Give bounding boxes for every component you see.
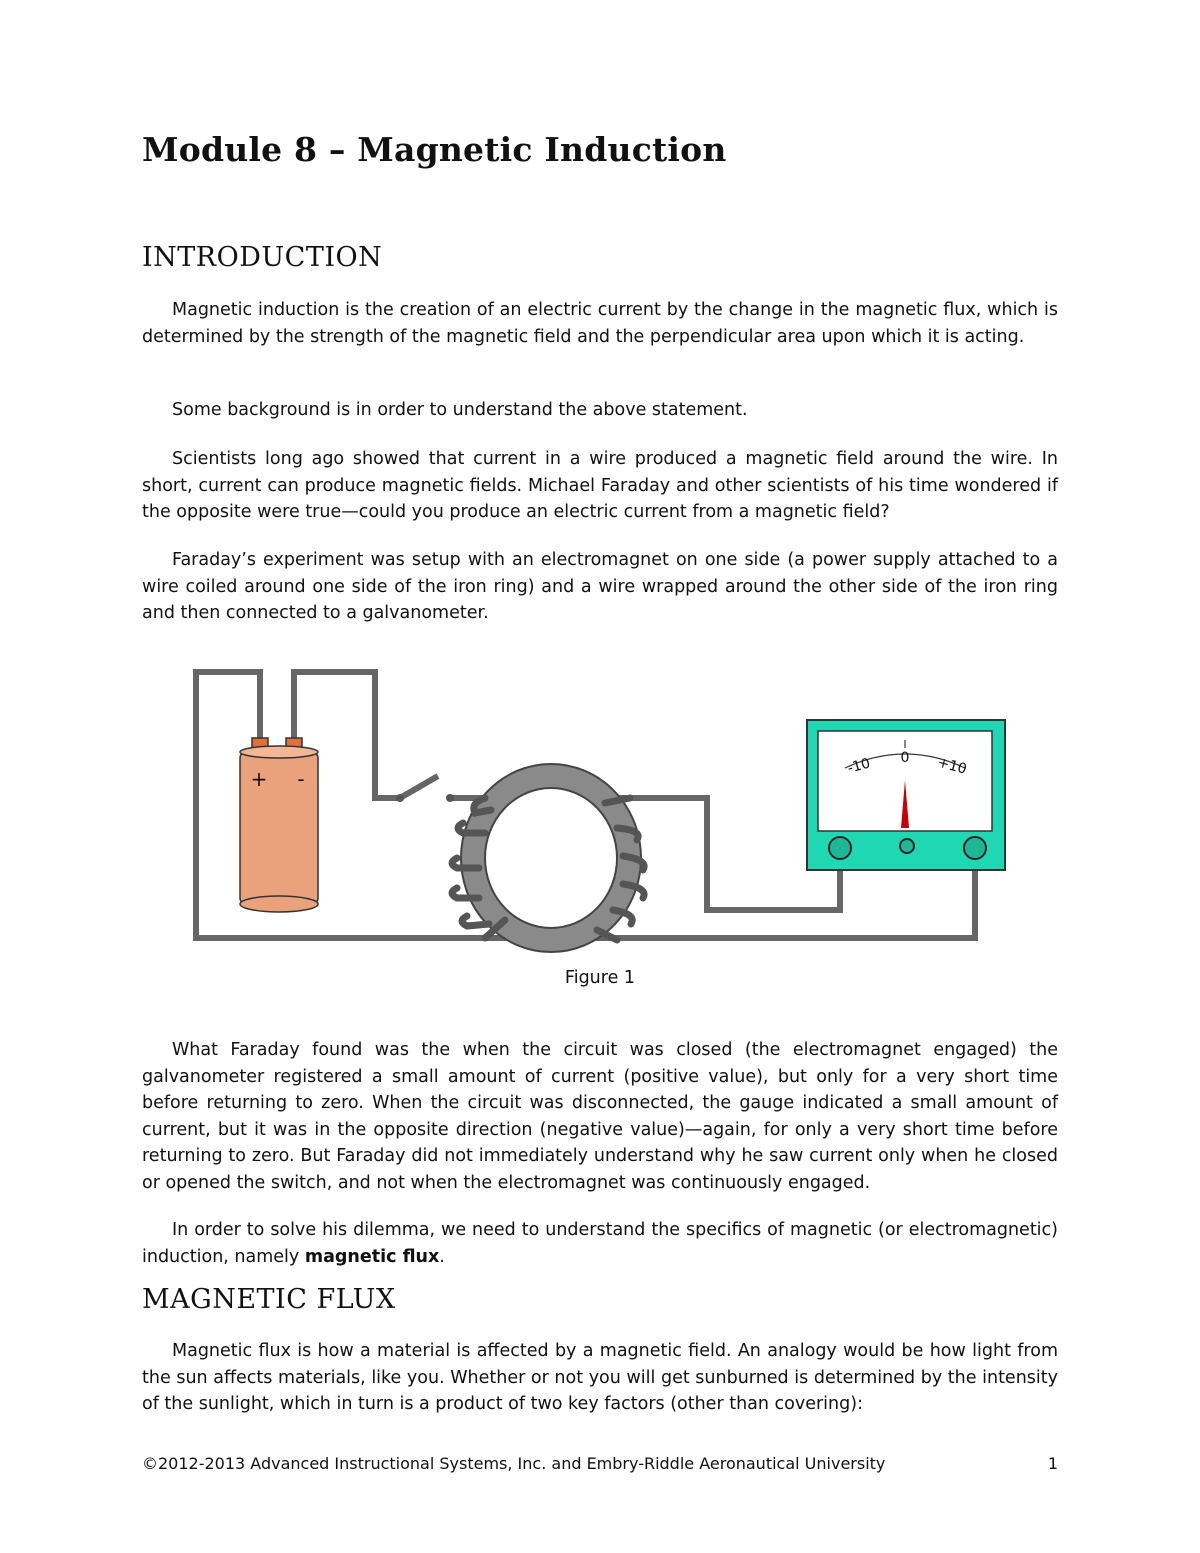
meter-terminal-left	[829, 837, 851, 859]
meter-label-negative: -10	[845, 755, 873, 777]
page-footer	[142, 1454, 1058, 1473]
meter-terminal-center	[900, 839, 914, 853]
paragraph-background: Some background is in order to understand the above statement.	[172, 400, 748, 420]
switch-pivot	[396, 794, 404, 802]
dilemma-period: .	[439, 1246, 445, 1267]
battery-minus-label: -	[297, 767, 305, 791]
meter-label-zero: 0	[900, 750, 910, 766]
galvanometer	[807, 720, 1005, 870]
section-heading-magnetic-flux: MAGNETIC FLUX	[142, 1284, 396, 1315]
meter-terminal-right	[964, 837, 986, 859]
paragraph-faraday-findings: What Faraday found was the when the circuit was closed (the electromagnet engaged) the galvanometer registered a small amount of current (positive value), but only for a very short time before returning to zero. When the circuit was disconnected, the gauge indicated a small amount of current, but it was in the opposite direction (negative value)—again, for only a very short time before returning to zero. But Faraday did not immediately understand why he saw current only when he closed or opened the switch, and not when the electromagnet was continuously engaged.	[142, 1040, 1058, 1193]
paragraph-faraday-experiment: Faraday’s experiment was setup with an electromagnet on one side (a power supply attached to a wire coiled around one side of the iron ring) and a wire wrapped around the other side of the iron ring and then connected to a galvanometer.	[142, 550, 1058, 623]
page-number: 1	[1047, 1454, 1058, 1473]
section-heading-introduction: INTRODUCTION	[142, 242, 383, 273]
page-title: Module 8 – Magnetic Induction	[142, 130, 727, 169]
magnetic-flux-term: magnetic flux	[304, 1246, 440, 1267]
meter-label-positive: +10	[935, 754, 969, 778]
copyright-text: ©2012-2013 Advanced Instructional Systems, Inc. and Embry-Riddle Aeronautical University	[142, 1454, 886, 1473]
paragraph-scientists: Scientists long ago showed that current in a wire produced a magnetic field around the wire. In short, current can produce magnetic fields. Michael Faraday and other scientists of his time wondered if the opposite were true—could you produce an electric current from a magnetic field?	[142, 449, 1058, 522]
paragraph-dilemma	[142, 1217, 1058, 1270]
battery-plus-label: +	[250, 767, 268, 791]
switch-lever	[400, 776, 438, 798]
switch-contact	[446, 794, 454, 802]
figure-caption: Figure 1	[564, 968, 636, 988]
faraday-experiment-figure	[185, 658, 1015, 958]
paragraph-magnetic-flux: Magnetic flux is how a material is affected by a magnetic field. An analogy would be how light from the sun affects materials, like you. Whether or not you will get sunburned is determined by the intensity of the sunlight, which in turn is a product of two key factors (other than covering):	[142, 1341, 1058, 1414]
dilemma-text: In order to solve his dilemma, we need to understand the specifics of magnetic (or electromagnetic) induction, namely	[142, 1220, 1058, 1267]
paragraph-intro: Magnetic induction is the creation of an electric current by the change in the magnetic flux, which is determined by the strength of the magnetic field and the perpendicular area upon which it is acting.	[142, 300, 1058, 347]
battery	[240, 738, 318, 912]
